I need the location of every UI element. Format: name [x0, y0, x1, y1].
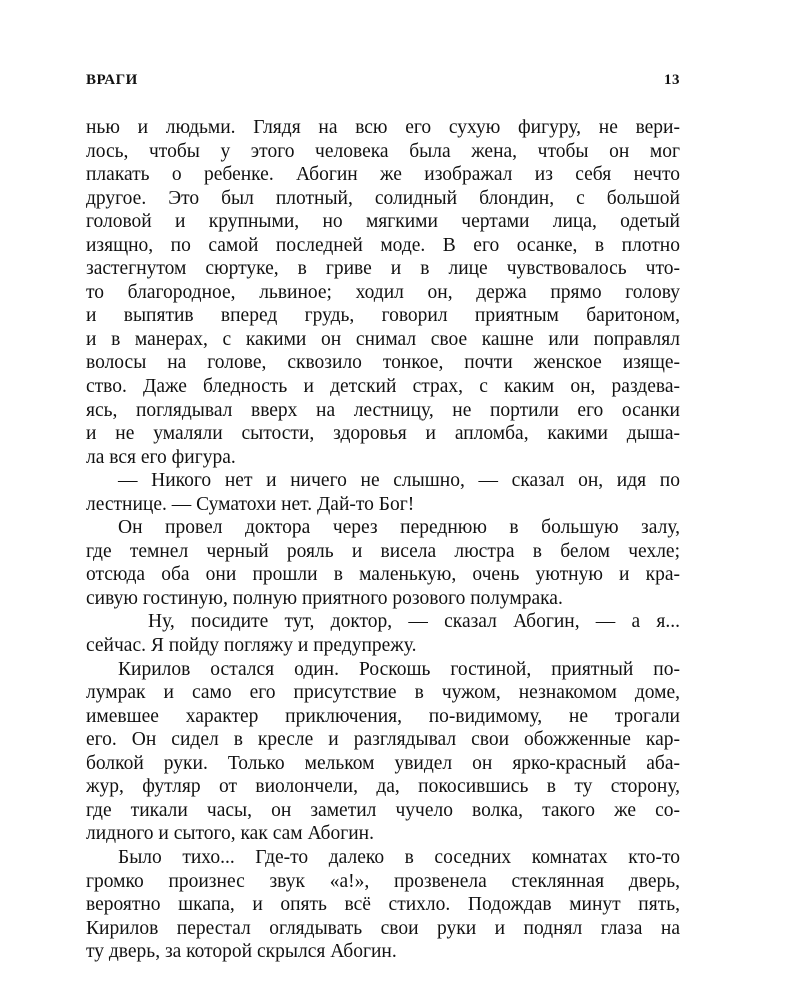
text-line: лось, чтобы у этого человека была жена, чтобы он мог: [86, 140, 680, 162]
text-line: изящно, по самой последней моде. В его осанке, в плотно: [86, 234, 680, 256]
chapter-title: ВРАГИ: [86, 72, 138, 88]
text-line: лестнице. — Суматохи нет. Дай-то Бог!: [86, 493, 415, 515]
text-line: Было тихо... Где-то далеко в соседних комнатах кто-то: [118, 846, 680, 868]
text-line: — Никого нет и ничего не слышно, — сказал он, идя по: [118, 470, 680, 492]
text-line: отсюда оба они прошли в маленькую, очень уютную и кра-: [86, 564, 680, 586]
text-line: Ну, посидите тут, доктор, — сказал Абогин, — а я...: [148, 611, 680, 633]
text-line: имевшее характер приключения, по-видимому, не трогали: [86, 705, 680, 727]
text-line: где темнел черный рояль и висела люстра в белом чехле;: [86, 540, 680, 562]
text-line: его. Он сидел в кресле и разглядывал свои обожженные кар-: [86, 729, 680, 751]
text-line: то благородное, львиное; ходил он, держа прямо голову: [86, 281, 680, 303]
text-line: волосы на голове, сквозило тонкое, почти женское изяще-: [86, 352, 680, 374]
text-line: лидного и сытого, как сам Абогин.: [86, 823, 374, 845]
text-line: Он провел доктора через переднюю в большую залу,: [118, 517, 680, 539]
text-line: сейчас. Я пойду погляжу и предупрежу.: [86, 635, 417, 657]
text-line: нью и людьми. Глядя на всю его сухую фигуру, не вери-: [86, 117, 680, 138]
text-line: застегнутом сюртуке, в гриве и в лице чувствовалось что-: [86, 258, 680, 280]
text-line: громко произнес звук «а!», прозвенела стеклянная дверь,: [86, 870, 680, 892]
text-line: Кирилов остался один. Роскошь гостиной, приятный по-: [118, 658, 680, 680]
text-line: и выпятив вперед грудь, говорил приятным баритоном,: [86, 305, 680, 327]
page-number: 13: [664, 72, 680, 88]
running-header: [86, 72, 680, 96]
text-line: головой и крупными, но мягкими чертами лица, одетый: [86, 211, 680, 233]
text-line: ла вся его фигура.: [86, 446, 236, 468]
text-line: Кирилов перестал оглядывать свои руки и поднял глаза на: [86, 917, 680, 939]
text-line: вероятно шкапа, и опять всё стихло. Подождав минут пять,: [86, 894, 680, 916]
text-line: сивую гостиную, полную приятного розового полумрака.: [86, 587, 563, 609]
text-line: и в манерах, с какими он снимал свое кашне или поправлял: [86, 328, 680, 350]
text-line: и не умаляли сытости, здоровья и апломба, какими дыша-: [86, 423, 680, 445]
text-line: плакать о ребенке. Абогин же изображал из себя нечто: [86, 164, 680, 186]
text-line: лумрак и само его присутствие в чужом, незнакомом доме,: [86, 682, 680, 704]
text-line: болкой руки. Только мельком увидел он ярко-красный аба-: [86, 752, 680, 774]
text-line: где тикали часы, он заметил чучело волка, такого же со-: [86, 799, 680, 821]
text-line: жур, футляр от виолончели, да, покосившись в ту сторону,: [86, 776, 680, 798]
text-line: другое. Это был плотный, солидный блондин, с большой: [86, 187, 680, 209]
text-line: ясь, поглядывал вверх на лестницу, не портили его осанки: [86, 399, 680, 421]
body-text: [86, 116, 680, 964]
text-line: ство. Даже бледность и детский страх, с каким он, раздева-: [86, 376, 680, 398]
text-line: ту дверь, за которой скрылся Абогин.: [86, 941, 397, 963]
